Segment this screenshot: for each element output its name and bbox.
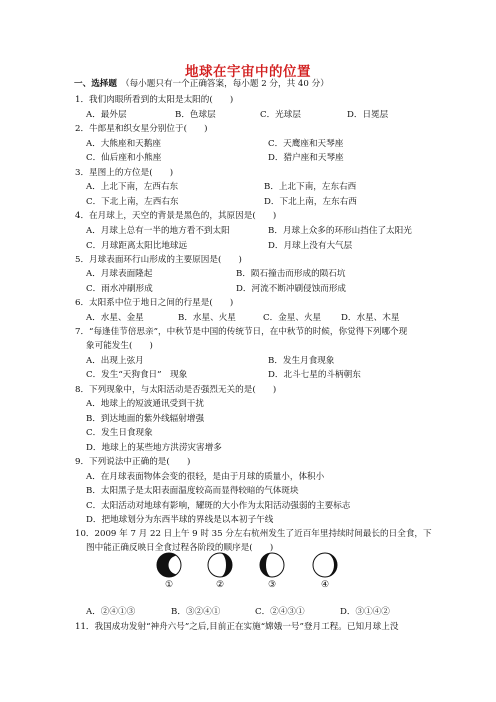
question-5-option-a: A．月球表面隆起 [86,269,153,279]
question-10-option-b: B．③②④① [171,607,221,617]
section-note: （每小题只有一个正确答案，每小题 2 分，共 40 分） [120,79,329,89]
question-8-option-d: D．地球上的某些地方洪涝灾害增多 [86,443,222,453]
question-9-option-d: D．把地球划分为东西半球的界线是以本初子午线 [86,515,274,525]
question-6-option-d: D．水星、木星 [341,313,400,323]
question-9-option-b: B．太阳黑子是太阳表面温度较高而显得较暗的气体斑块 [86,486,299,496]
question-6-option-c: C．金星、火星 [263,313,322,323]
question-10-stem: 10．2009 年 7 月 22 日上午 9 时 35 分左右杭州发生了近百年里持续时间最长的日全食，下 [75,529,432,539]
question-2-option-b: C．天鹰座和天琴座 [268,139,344,149]
question-9-option-a: A．在月球表面物体会变的很轻，是由于月球的质量小，体积小 [86,472,325,482]
question-6-stem: 6．太阳系中位于地日之间的行星是( ) [75,298,234,308]
question-2-stem: 2．牛郎星和织女星分别位于( ) [75,124,208,134]
question-4-option-c: C．月球距离太阳比地球远 [86,241,188,251]
question-7-stem: 7．“每逢佳节倍思亲”，中秋节是中国的传统节日，在中秋节的时候，你觉得下列哪个现 [75,327,408,337]
question-5-option-b: B．陨石撞击而形成的陨石坑 [236,269,346,279]
eclipse-phase-3-icon [259,552,285,578]
question-10-option-d: D．③①④② [340,607,390,617]
question-8-option-c: C．发生日食现象 [86,428,153,438]
question-8-option-b: B．到达地面的紫外线辐射增强 [86,414,205,424]
question-9-option-c: C．太阳活动对地球有影响，耀斑的大小作为太阳活动强弱的主要标志 [86,501,351,511]
eclipse-phase-1-icon [156,552,182,578]
question-7-option-b: B．发生月食现象 [268,356,335,366]
question-5-option-c: C．雨水冲刷形成 [86,284,153,294]
eclipse-label-4: ④ [320,580,330,590]
question-1-option-b: B．色球层 [175,110,216,120]
question-10-option-a: A．②④①③ [86,607,136,617]
question-1-option-a: A．最外层 [86,110,127,120]
question-1-option-c: C．光球层 [260,110,301,120]
question-9-stem: 9．下列说法中正确的是( ) [75,457,191,467]
question-1-stem: 1．我们肉眼所看到的太阳是太阳的( ) [75,95,234,105]
question-3-option-d: D．下北上南，左东右西 [264,197,357,207]
question-7-stem-continued: 象可能发生( ) [86,341,153,351]
page-title: 地球在宇宙中的位置 [185,64,311,80]
question-4-option-a: A．月球上总有一半的地方看不到太阳 [86,226,230,236]
section-header [74,78,329,90]
eclipse-phase-4-icon [312,552,338,578]
question-3-option-a: A．上北下南，左西右东 [86,182,179,192]
eclipse-label-1: ① [164,580,174,590]
question-4-option-b: B．月球上众多的环形山挡住了太阳光 [268,226,412,236]
eclipse-figure [0,552,496,596]
question-8-option-a: A．地球上的短波通讯受到干扰 [86,399,204,409]
question-6-option-b: B．水星、火星 [178,313,236,323]
question-6-option-a: A．水星、金星 [86,313,144,323]
question-1-option-d: D．日冕层 [347,110,389,120]
question-7-option-a: A．出现上弦月 [86,356,144,366]
question-7-option-d: D．北斗七星的斗柄朝东 [268,370,361,380]
question-5-stem: 5．月球表面环行山形成的主要原因是( ) [75,255,242,265]
eclipse-phase-2-icon [207,552,233,578]
question-2-option-d: D．猎户座和天琴座 [268,153,344,163]
question-7-option-c: C．发生“天狗食日” 现象 [86,370,188,380]
question-10-stem-continued: 图中能正确反映日全食过程各阶段的顺序是( ) [86,543,274,553]
question-8-stem: 8．下列现象中，与太阳活动是否强烈无关的是( ) [75,385,277,395]
eclipse-label-2: ② [215,580,225,590]
question-11-stem: 11．我国成功发射“神舟六号”之后,目前正在实施“嫦娥一号”登月工程。已知月球上没 [75,622,399,632]
question-4-option-d: D．月球上没有大气层 [268,241,353,251]
question-3-stem: 3．星图上的方位是( ) [75,168,174,178]
eclipse-label-3: ③ [267,580,277,590]
question-4-stem: 4．在月球上，天空的背景是黑色的，其原因是( ) [75,211,277,221]
question-3-option-c: C．下北上南，左西右东 [86,197,179,207]
question-3-option-b: B．上北下南，左东右西 [264,182,357,192]
question-10-option-c: C．②④③① [255,607,305,617]
question-2-option-a: A．大熊座和天鹅座 [86,139,161,149]
question-5-option-d: D．河流不断冲刷侵蚀而形成 [236,284,347,294]
question-2-option-c: C．仙后座和小熊座 [86,153,162,163]
section-label: 一、选择题 [74,79,117,89]
